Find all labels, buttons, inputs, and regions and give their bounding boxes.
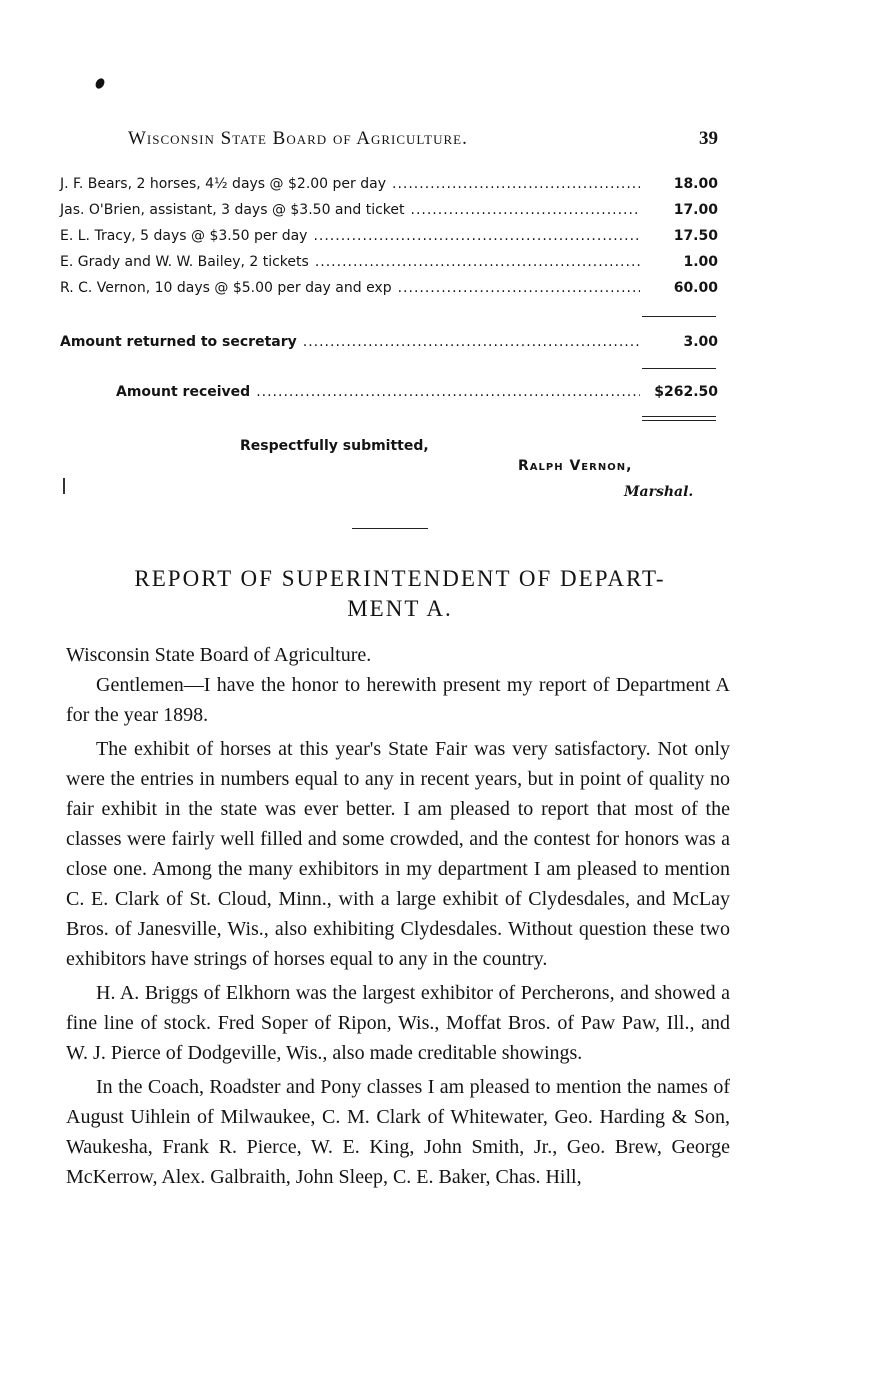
ledger-desc: Jas. O'Brien, assistant, 3 days @ $3.50 and ticket [60, 202, 405, 218]
section-title-line1: REPORT OF SUPERINTENDENT OF DEPART- [134, 566, 666, 591]
ledger-amount: 18.00 [673, 176, 718, 192]
leader-dots [315, 254, 640, 270]
ledger-row [60, 202, 718, 228]
paragraph: Gentlemen—I have the honor to herewith present my report of Department A for the year 1898. [66, 674, 730, 726]
total-rule [642, 368, 716, 369]
leader-dots [256, 384, 640, 400]
section-divider [352, 528, 428, 529]
returned-label: Amount returned to secretary [60, 334, 297, 350]
returned-row [60, 334, 718, 360]
ledger-amount: 60.00 [673, 280, 718, 296]
paragraph: In the Coach, Roadster and Pony classes I am pleased to mention the names of August Uihlein of Milwaukee, C. M. Clark of Whitewater, Geo. Harding & Son, Waukesha, Frank R. Pierce, W. E. King, John Smith, Jr., Geo. Brew, George McKerrow, Alex. Galbraith, John Sleep, C. E. Baker, Chas. Hill, [66, 1076, 730, 1188]
page-number: 39 [699, 128, 718, 149]
returned-amount: 3.00 [683, 334, 718, 350]
leader-dots [398, 280, 640, 296]
section-title [70, 564, 730, 624]
paragraph: The exhibit of horses at this year's State Fair was very satisfactory. Not only were the entries in numbers equal to any in recent years, but in point of quality no fair exhibit in the state was ever better. I am pleased to report that most of the classes were fairly well filled and some crowded, and the contest for honors was a close one. Among the many exhibitors in my department I am pleased to mention C. E. Clark of St. Cloud, Minn., with a large exhibit of Clydesdales, and McLay Bros. of Janesville, Wis., also exhibiting Clydesdales. Without question these two exhibitors have strings of horses equal to any in the country. [66, 738, 730, 970]
ledger-desc: E. Grady and W. W. Bailey, 2 tickets [60, 254, 309, 270]
ledger-row [60, 280, 718, 306]
received-row [116, 384, 718, 410]
leader-dots [392, 176, 640, 192]
ledger-row [60, 228, 718, 254]
ledger-desc: R. C. Vernon, 10 days @ $5.00 per day and exp [60, 280, 392, 296]
received-label: Amount received [116, 384, 251, 400]
expense-ledger [60, 176, 718, 306]
signer-role: Marshal. [624, 484, 694, 500]
leader-dots [411, 202, 641, 218]
report-body [66, 640, 730, 1192]
received-amount: $262.50 [654, 384, 718, 400]
leader-dots [313, 228, 640, 244]
ledger-row [60, 254, 718, 280]
subtotal-rule [642, 316, 716, 317]
ledger-desc: E. L. Tracy, 5 days @ $3.50 per day [60, 228, 308, 244]
salutation: Wisconsin State Board of Agriculture. [66, 644, 372, 666]
leader-dots [303, 334, 640, 350]
ledger-desc: J. F. Bears, 2 horses, 4½ days @ $2.00 per day [60, 176, 386, 192]
ledger-row [60, 176, 718, 202]
ink-speck [94, 77, 106, 91]
margin-tick [63, 478, 65, 494]
ledger-amount: 1.00 [683, 254, 718, 270]
running-header-title: Wisconsin State Board of Agriculture. [128, 128, 468, 149]
running-header [128, 128, 718, 150]
grand-total-double-rule [642, 416, 716, 421]
ledger-amount: 17.50 [673, 228, 718, 244]
paragraph: H. A. Briggs of Elkhorn was the largest exhibitor of Percherons, and showed a fine line of stock. Fred Soper of Ripon, Wis., Moffat Bros. of Paw Paw, Ill., and W. J. Pierce of Dodgeville, Wis., also made creditable showings. [66, 982, 730, 1064]
signer-name: Ralph Vernon, [518, 458, 633, 474]
ledger-amount: 17.00 [673, 202, 718, 218]
closing-line: Respectfully submitted, [240, 438, 429, 454]
section-title-line2: MENT A. [347, 596, 453, 621]
